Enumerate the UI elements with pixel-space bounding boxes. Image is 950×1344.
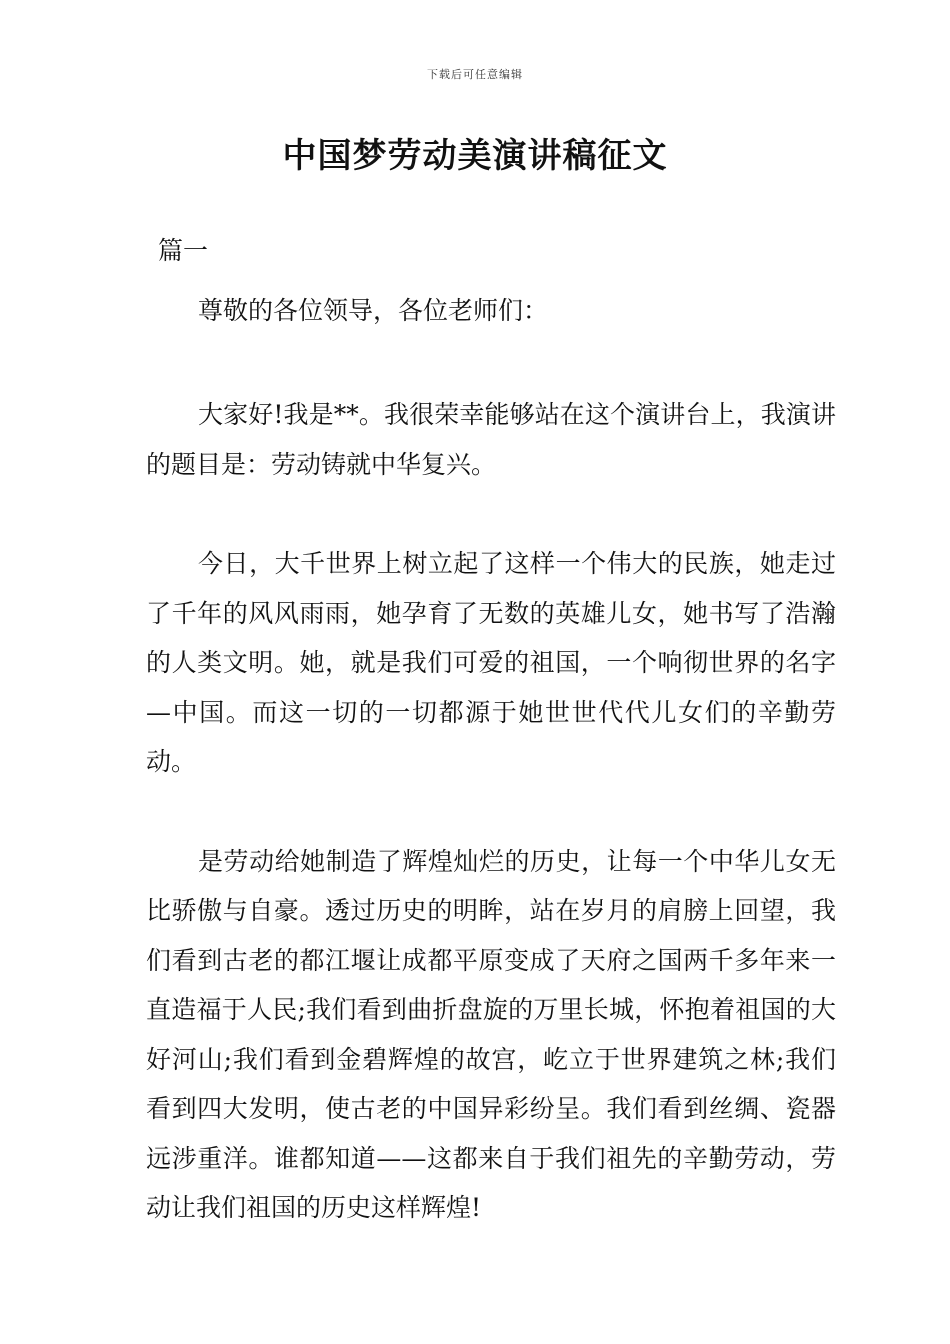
salutation: 尊敬的各位领导，各位老师们： [198, 295, 549, 325]
paragraph-3: 是劳动给她制造了辉煌灿烂的历史，让每一个中华儿女无比骄傲与自豪。透过历史的明眸，站在岁月的肩膀上回望，我们看到古老的都江堰让成都平原变成了天府之国两千多年来一直造福于人民;我们看到曲折盘旋的万里长城，怀抱着祖国的大好河山;我们看到金碧辉煌的故宫，屹立于世界建筑之林;我们看到四大发明，使古老的中国异彩纷呈。我们看到丝绸、瓷器远涉重洋。谁都知道——这都来自于我们祖先的辛勤劳动，劳动让我们祖国的历史这样辉煌! [146, 846, 836, 1222]
document-body [146, 226, 836, 1283]
header-note: 下载后可任意编辑 [427, 68, 523, 81]
section-label: 篇一 [158, 236, 209, 265]
paragraph-2: 今日，大千世界上树立起了这样一个伟大的民族，她走过了千年的风风雨雨，她孕育了无数的英雄儿女，她书写了浩瀚的人类文明。她，就是我们可爱的祖国，一个响彻世界的名字—中国。而这一切的一切都源于她世世代代儿女们的辛勤劳动。 [146, 549, 836, 776]
paragraph-1: 大家好!我是**。我很荣幸能够站在这个演讲台上，我演讲的题目是：劳动铸就中华复兴。 [146, 400, 836, 479]
document-title: 中国梦劳动美演讲稿征文 [282, 136, 668, 176]
